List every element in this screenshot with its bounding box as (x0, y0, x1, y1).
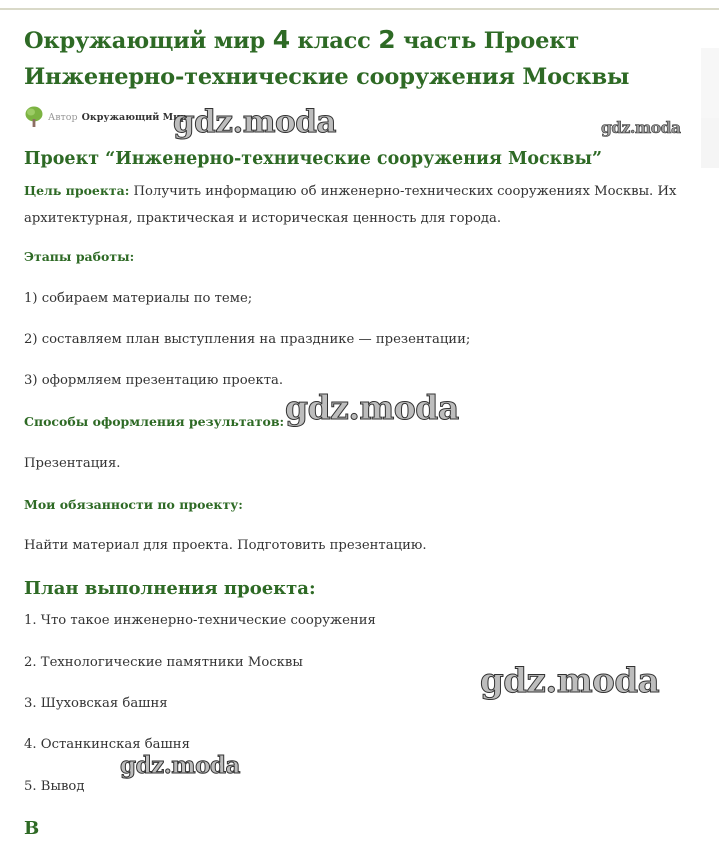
title-part-number: 2 (378, 25, 396, 54)
results-text: Презентация. (24, 456, 121, 471)
plan-item: 4. Останкинская башня (24, 737, 190, 752)
cut-off-heading: В (24, 818, 40, 839)
stage-item: 1) собираем материалы по теме; (24, 291, 253, 306)
top-divider (0, 8, 719, 10)
title-part: класс (289, 28, 379, 54)
duties-text: Найти материал для проекта. Подготовить презентацию. (24, 538, 427, 553)
duties-label-paragraph (24, 491, 704, 519)
project-heading: Проект “Инженерно-технические сооружения Москвы” (24, 149, 603, 169)
title-part: часть Проект Инженерно-технические сооружения Москвы (24, 28, 630, 90)
tree-icon (24, 106, 44, 128)
stage-item: 2) составляем план выступления на празднике — презентации; (24, 332, 471, 347)
title-grade-number: 4 (272, 25, 290, 54)
watermark: gdz.moda (173, 104, 336, 140)
author-link[interactable]: Окружающий Мир (81, 111, 187, 123)
plan-item: 2. Технологические памятники Москвы (24, 655, 303, 670)
sidebar-edge-lower (701, 118, 719, 168)
goal-text: Получить информацию об инженерно-технических сооружениях Москвы. Их архитектурная, практическая и историческая ценность для города. (24, 184, 677, 226)
goal-paragraph (24, 177, 704, 232)
results-label: Способы оформления результатов: (24, 414, 285, 429)
stages-label: Этапы работы: (24, 249, 135, 264)
plan-item: 1. Что такое инженерно-технические сооружения (24, 613, 376, 628)
goal-label: Цель проекта: (24, 183, 130, 198)
watermark: gdz.moda (480, 661, 660, 701)
title-part: Окружающий мир (24, 28, 273, 54)
plan-heading: План выполнения проекта: (24, 578, 316, 599)
author-label: Автор (48, 111, 78, 123)
watermark: gdz.moda (285, 388, 459, 427)
watermark: gdz.moda (120, 752, 240, 779)
author-row (24, 105, 187, 129)
duties-label: Мои обязанности по проекту: (24, 497, 243, 512)
plan-item: 5. Вывод (24, 779, 85, 794)
stages-label-paragraph (24, 243, 704, 271)
stage-item: 3) оформляем презентацию проекта. (24, 373, 284, 388)
watermark: gdz.moda (601, 118, 681, 137)
page-title (24, 22, 704, 95)
plan-item: 3. Шуховская башня (24, 696, 168, 711)
